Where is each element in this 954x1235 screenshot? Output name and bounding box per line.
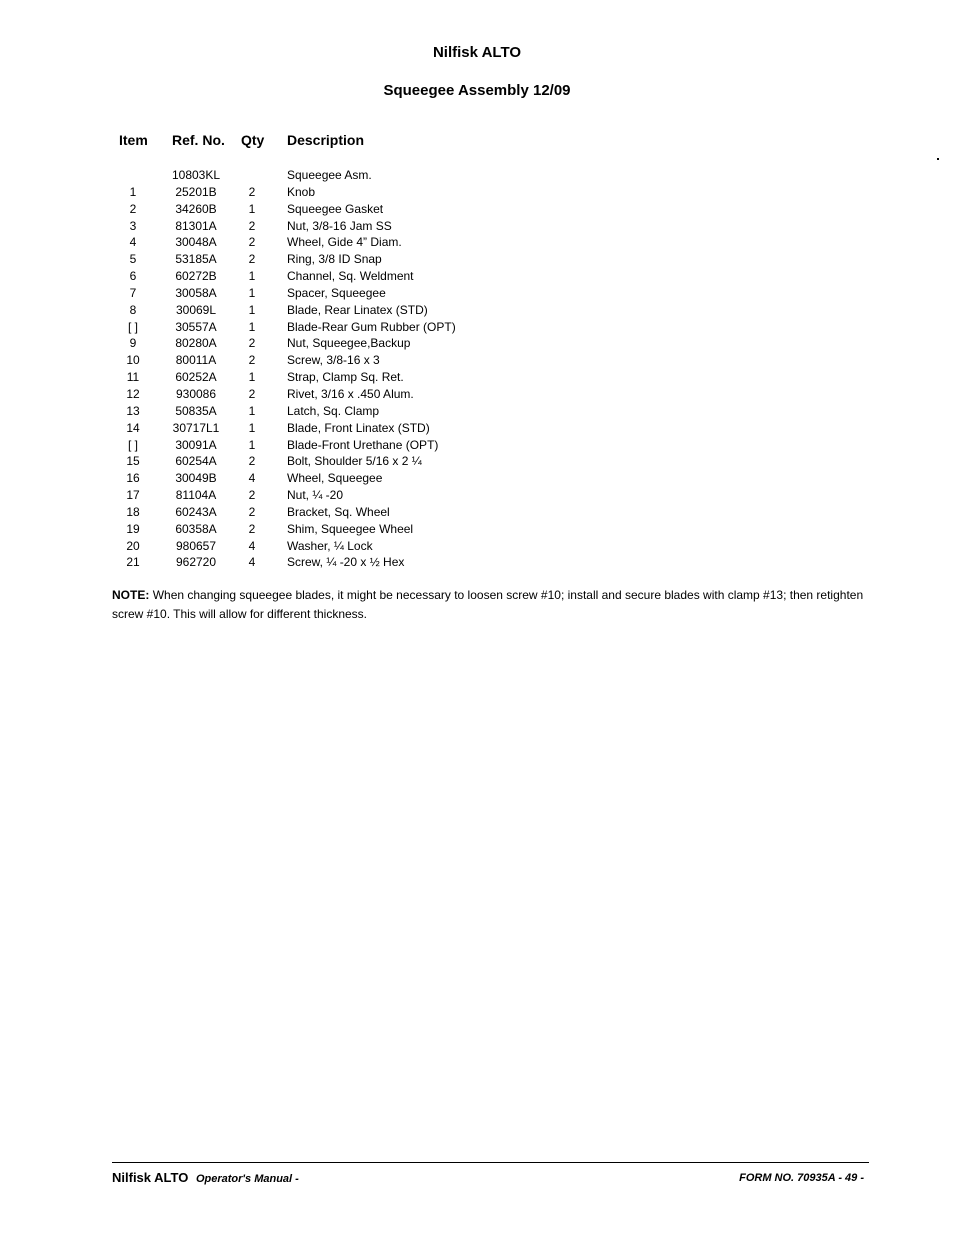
item-cell: [ ] (127, 319, 138, 334)
table-row (112, 369, 512, 386)
description-cell: Rivet, 3/16 x .450 Alum. (287, 386, 414, 401)
table-row (112, 234, 512, 251)
ref-cell: 81104A (175, 488, 217, 503)
ref-cell: 60252A (175, 370, 217, 385)
description-cell: Latch, Sq. Clamp (287, 403, 380, 418)
item-cell: 9 (129, 336, 137, 351)
item-cell: 15 (126, 454, 140, 469)
ref-cell: 50835A (175, 403, 217, 418)
table-row (112, 420, 512, 437)
table-row (112, 268, 512, 285)
footer-left (112, 1170, 299, 1185)
ref-cell: 962720 (175, 555, 217, 570)
qty-cell: 2 (248, 336, 256, 351)
parts-table (112, 130, 512, 570)
qty-cell: 2 (248, 252, 256, 267)
qty-cell: 1 (248, 285, 256, 300)
qty-cell: 1 (248, 201, 256, 216)
section-title: Squeegee Assembly 12/09 (383, 82, 571, 99)
ref-cell: 34260B (175, 201, 217, 216)
qty-cell: 1 (248, 370, 256, 385)
ref-cell: 81301A (175, 218, 217, 233)
description-cell: Blade-Rear Gum Rubber (OPT) (287, 319, 456, 334)
description-cell: Nut, Squeegee,Backup (287, 336, 411, 351)
ref-cell: 30091A (175, 437, 217, 452)
ref-cell: 30058A (175, 285, 217, 300)
table-row (112, 218, 512, 235)
description-cell: Screw, 3/8-16 x 3 (287, 353, 380, 368)
item-cell: 20 (126, 538, 140, 553)
item-cell: 11 (126, 370, 140, 385)
table-row (112, 521, 512, 538)
ref-cell: 980657 (175, 538, 217, 553)
ref-cell: 80011A (175, 353, 217, 368)
ref-cell: 60243A (175, 504, 217, 519)
item-cell: [ ] (127, 437, 138, 452)
table-row (112, 335, 512, 352)
qty-cell: 1 (248, 319, 256, 334)
ref-cell: 60254A (175, 454, 217, 469)
qty-cell: 4 (248, 555, 256, 570)
table-row (112, 538, 512, 555)
item-cell: 19 (126, 521, 140, 536)
ref-cell: 30048A (175, 235, 217, 250)
ref-cell: 10803KL (171, 168, 221, 182)
description-cell: Squeegee Gasket (287, 201, 384, 216)
description-cell: Nut, 3/8-16 Jam SS (287, 218, 392, 233)
description-cell: Blade-Front Urethane (OPT) (287, 437, 439, 452)
note-label: NOTE: (112, 588, 150, 602)
table-row (112, 470, 512, 487)
qty-cell: 1 (248, 420, 256, 435)
qty-cell: 2 (248, 353, 256, 368)
ref-cell: 53185A (175, 252, 217, 267)
item-cell: 17 (126, 488, 140, 503)
footer-manual: Operator's Manual - (195, 1173, 299, 1185)
qty-cell: 2 (248, 218, 256, 233)
item-cell: 3 (129, 218, 137, 233)
footer-brand: Nilfisk ALTO (112, 1170, 189, 1185)
description-cell: Knob (287, 184, 316, 199)
table-row (112, 386, 512, 403)
item-cell: 2 (129, 201, 137, 216)
table-row (112, 453, 512, 470)
qty-cell: 1 (248, 437, 256, 452)
table-row (112, 352, 512, 369)
description-cell: Washer, ¼ Lock (287, 538, 373, 553)
table-body (112, 167, 512, 571)
description-cell: Wheel, Gide 4” Diam. (287, 235, 402, 250)
table-row (112, 554, 512, 571)
description-cell: Shim, Squeegee Wheel (287, 521, 414, 536)
note-text: When changing squeegee blades, it might be necessary to loosen screw #10; install and secure blades with clamp #13; then retighten screw #10. This will allow for different thickness. (112, 588, 864, 621)
footer-form-number: FORM NO. 70935A - 49 - (739, 1172, 864, 1184)
table-row (112, 504, 512, 521)
qty-cell: 2 (248, 504, 256, 519)
description-cell: Blade, Front Linatex (STD) (287, 420, 430, 435)
ref-cell: 30069L (175, 302, 217, 317)
item-cell: 7 (129, 285, 137, 300)
qty-cell: 2 (248, 235, 256, 250)
item-cell: 14 (126, 420, 140, 435)
description-cell: Wheel, Squeegee (287, 471, 383, 486)
item-cell: 16 (126, 471, 140, 486)
item-cell: 8 (129, 302, 137, 317)
table-row (112, 302, 512, 319)
qty-cell: 2 (248, 184, 256, 199)
ref-cell: 80280A (175, 336, 217, 351)
description-cell: Spacer, Squeegee (287, 285, 386, 300)
ref-cell: 60272B (175, 269, 217, 284)
item-cell: 1 (129, 184, 137, 199)
table-row (112, 251, 512, 268)
ref-cell: 60358A (175, 521, 217, 536)
item-cell: 21 (126, 555, 140, 570)
column-header-ref: Ref. No. (172, 132, 225, 148)
item-cell: 13 (126, 403, 140, 418)
column-header-item: Item (119, 132, 148, 148)
table-row (112, 403, 512, 420)
table-row (112, 285, 512, 302)
table-row (112, 167, 512, 184)
description-cell: Squeegee Asm. (287, 168, 372, 182)
footer-rule (112, 1162, 869, 1163)
ref-cell: 30049B (175, 471, 217, 486)
qty-cell: 1 (248, 403, 256, 418)
qty-cell: 2 (248, 386, 256, 401)
ref-cell: 30717L1 (172, 420, 220, 435)
qty-cell: 2 (248, 521, 256, 536)
item-cell: 6 (129, 269, 137, 284)
column-header-description: Description (287, 132, 365, 148)
stray-mark (937, 158, 939, 160)
table-row (112, 184, 512, 201)
ref-cell: 25201B (175, 184, 217, 199)
qty-cell: 4 (248, 538, 256, 553)
item-cell: 18 (126, 504, 140, 519)
qty-cell: 1 (248, 269, 256, 284)
description-cell: Ring, 3/8 ID Snap (287, 252, 382, 267)
column-header-qty: Qty (241, 132, 265, 148)
table-header (112, 130, 512, 154)
ref-cell: 930086 (175, 386, 217, 401)
brand-title: Nilfisk ALTO (432, 44, 522, 61)
qty-cell: 4 (248, 471, 256, 486)
description-cell: Bracket, Sq. Wheel (287, 504, 390, 519)
table-row (112, 487, 512, 504)
qty-cell: 1 (248, 302, 256, 317)
description-cell: Screw, ¼ -20 x ½ Hex (287, 555, 405, 570)
description-cell: Bolt, Shoulder 5/16 x 2 ¼ (287, 454, 422, 469)
item-cell: 5 (129, 252, 137, 267)
qty-cell: 2 (248, 454, 256, 469)
ref-cell: 30557A (175, 319, 217, 334)
description-cell: Strap, Clamp Sq. Ret. (287, 370, 404, 385)
note (112, 586, 872, 624)
item-cell: 4 (129, 235, 137, 250)
item-cell: 12 (126, 386, 140, 401)
description-cell: Blade, Rear Linatex (STD) (287, 302, 428, 317)
table-row (112, 201, 512, 218)
table-row (112, 437, 512, 454)
item-cell: 10 (126, 353, 140, 368)
qty-cell: 2 (248, 488, 256, 503)
description-cell: Channel, Sq. Weldment (287, 269, 414, 284)
table-row (112, 319, 512, 336)
description-cell: Nut, ¼ -20 (287, 488, 344, 503)
